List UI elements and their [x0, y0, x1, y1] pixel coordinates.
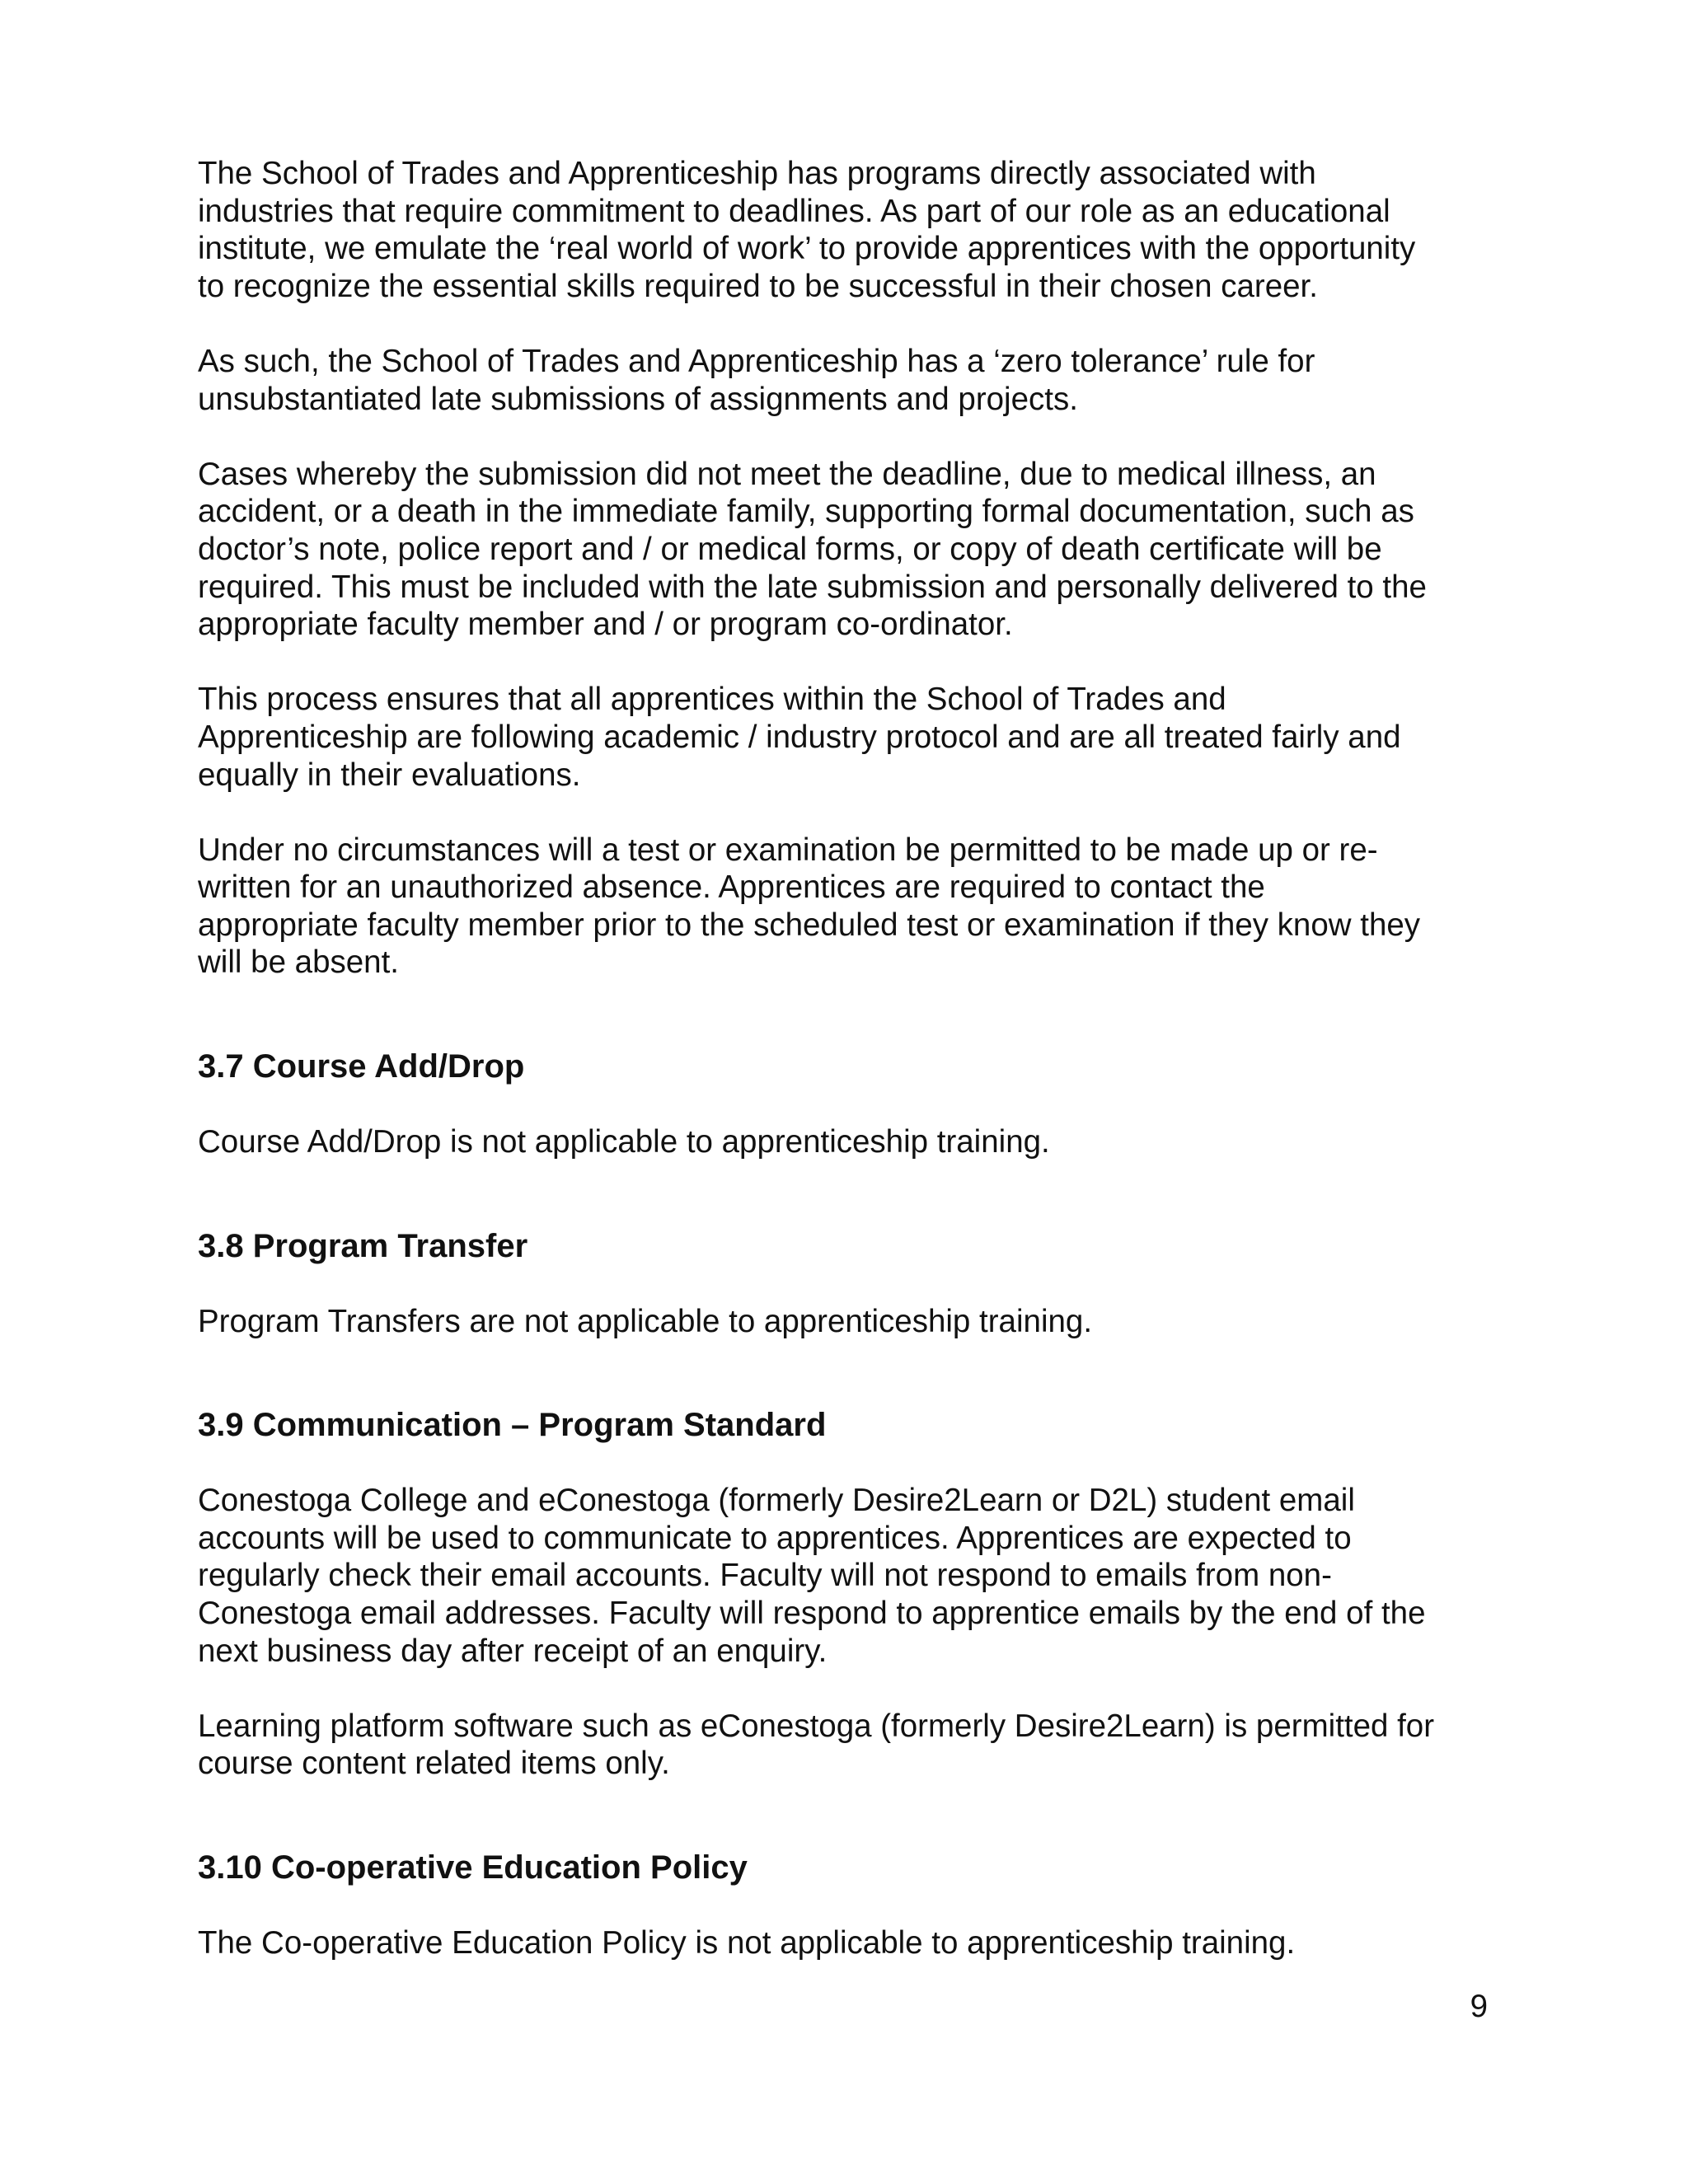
section-paragraph-course-add-drop: Course Add/Drop is not applicable to apprenticeship training. [198, 1124, 1050, 1160]
section-paragraph-coop-education: The Co-operative Education Policy is not applicable to apprenticeship training. [198, 1925, 1296, 1961]
section-heading-program-transfer: 3.8 Program Transfer [198, 1227, 528, 1264]
intro-paragraph-zero-tolerance: As such, the School of Trades and Apprenticeship has a ‘zero tolerance’ rule for unsubstantiated late submissions of assignments and projects. [198, 343, 1315, 417]
section-heading-coop-education: 3.10 Co-operative Education Policy [198, 1849, 748, 1886]
section-paragraph-communication-email: Conestoga College and eConestoga (formerly Desire2Learn or D2L) student email accounts will be used to communicate to apprentices. Apprentices are expected to regularly check their email accounts. Faculty will not respond to emails from non- Conestoga email addresses. Faculty will respond to apprentice emails by the end of the next business day after receipt of an enquiry. [198, 1483, 1426, 1669]
section-heading-course-add-drop: 3.7 Course Add/Drop [198, 1048, 525, 1085]
intro-paragraph-tests: Under no circumstances will a test or examination be permitted to be made up or re- written for an unauthorized absence. Apprentices are required to contact the appropriate faculty member prior to the scheduled test or examination if they know they will be absent. [198, 832, 1421, 981]
page-number: 9 [1470, 1989, 1488, 2024]
section-paragraph-communication-platform: Learning platform software such as eConestoga (formerly Desire2Learn) is permitted for course content related items only. [198, 1708, 1435, 1782]
intro-paragraph-documentation: Cases whereby the submission did not meet the deadline, due to medical illness, an accident, or a death in the immediate family, supporting formal documentation, such as doctor’s note, police report and / or medical forms, or copy of death certificate will be required. This must be included with the late submission and personally delivered to the appropriate faculty member and / or program co-ordinator. [198, 456, 1427, 643]
section-heading-communication: 3.9 Communication – Program Standard [198, 1407, 827, 1444]
intro-paragraph-fairness: This process ensures that all apprentices within the School of Trades and Apprenticeship are following academic / industry protocol and are all treated fairly and equally in their evaluations. [198, 682, 1401, 793]
section-paragraph-program-transfer: Program Transfers are not applicable to apprenticeship training. [198, 1303, 1093, 1339]
page-content [198, 155, 1500, 1962]
intro-paragraph-deadlines: The School of Trades and Apprenticeship has programs directly associated with industries that require commitment to deadlines. As part of our role as an educational institute, we emulate the ‘real world of work’ to provide apprentices with the opportunity to recognize the essential skills required to be successful in their chosen career. [198, 156, 1416, 304]
